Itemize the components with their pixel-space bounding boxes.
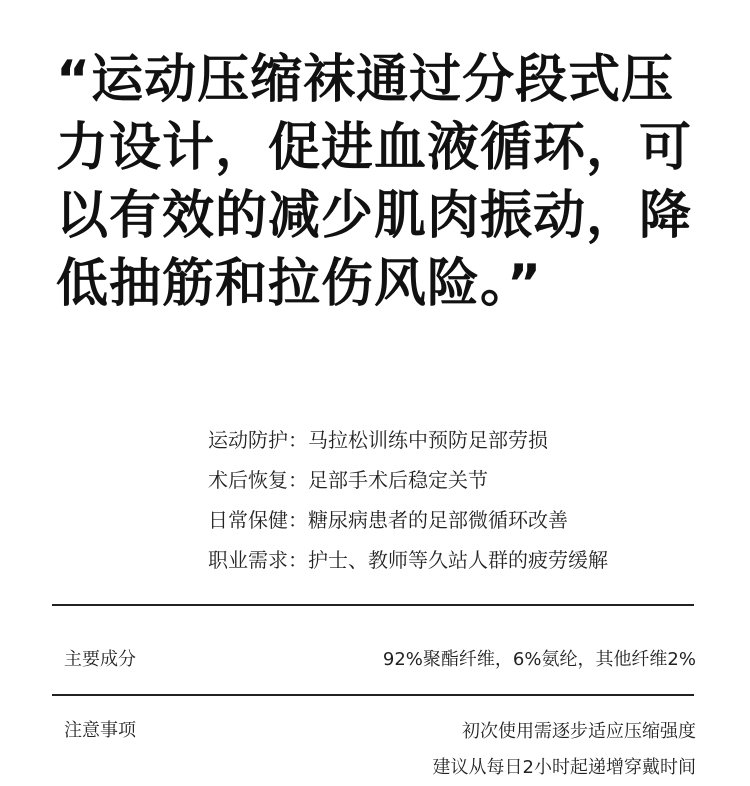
care-label: 注意事项 xyxy=(64,720,136,741)
use-case-item: 日常保健：糖尿病患者的足部微循环改善 xyxy=(208,508,568,532)
use-case-item: 术后恢复：足部手术后稳定关节 xyxy=(208,468,488,492)
composition-label: 主要成分 xyxy=(64,649,136,670)
care-notes xyxy=(433,714,696,786)
divider-bottom xyxy=(52,694,694,696)
use-case-item: 职业需求：护士、教师等久站人群的疲劳缓解 xyxy=(208,548,608,572)
divider-top xyxy=(52,604,694,606)
headline-quote: “运动压缩袜通过分段式压力设计，促进血液循环，可以有效的减少肌肉振动，降低抽筋和拉伤风险。” xyxy=(56,50,693,314)
use-case-list xyxy=(208,420,728,580)
use-case-item: 运动防护：马拉松训练中预防足部劳损 xyxy=(208,428,548,452)
care-note: 建议从每日2小时起递增穿戴时间 xyxy=(432,757,696,778)
care-note: 初次使用需逐步适应压缩强度 xyxy=(462,721,696,742)
composition-value: 92%聚酯纤维，6%氨纶，其他纤维2% xyxy=(382,649,696,670)
